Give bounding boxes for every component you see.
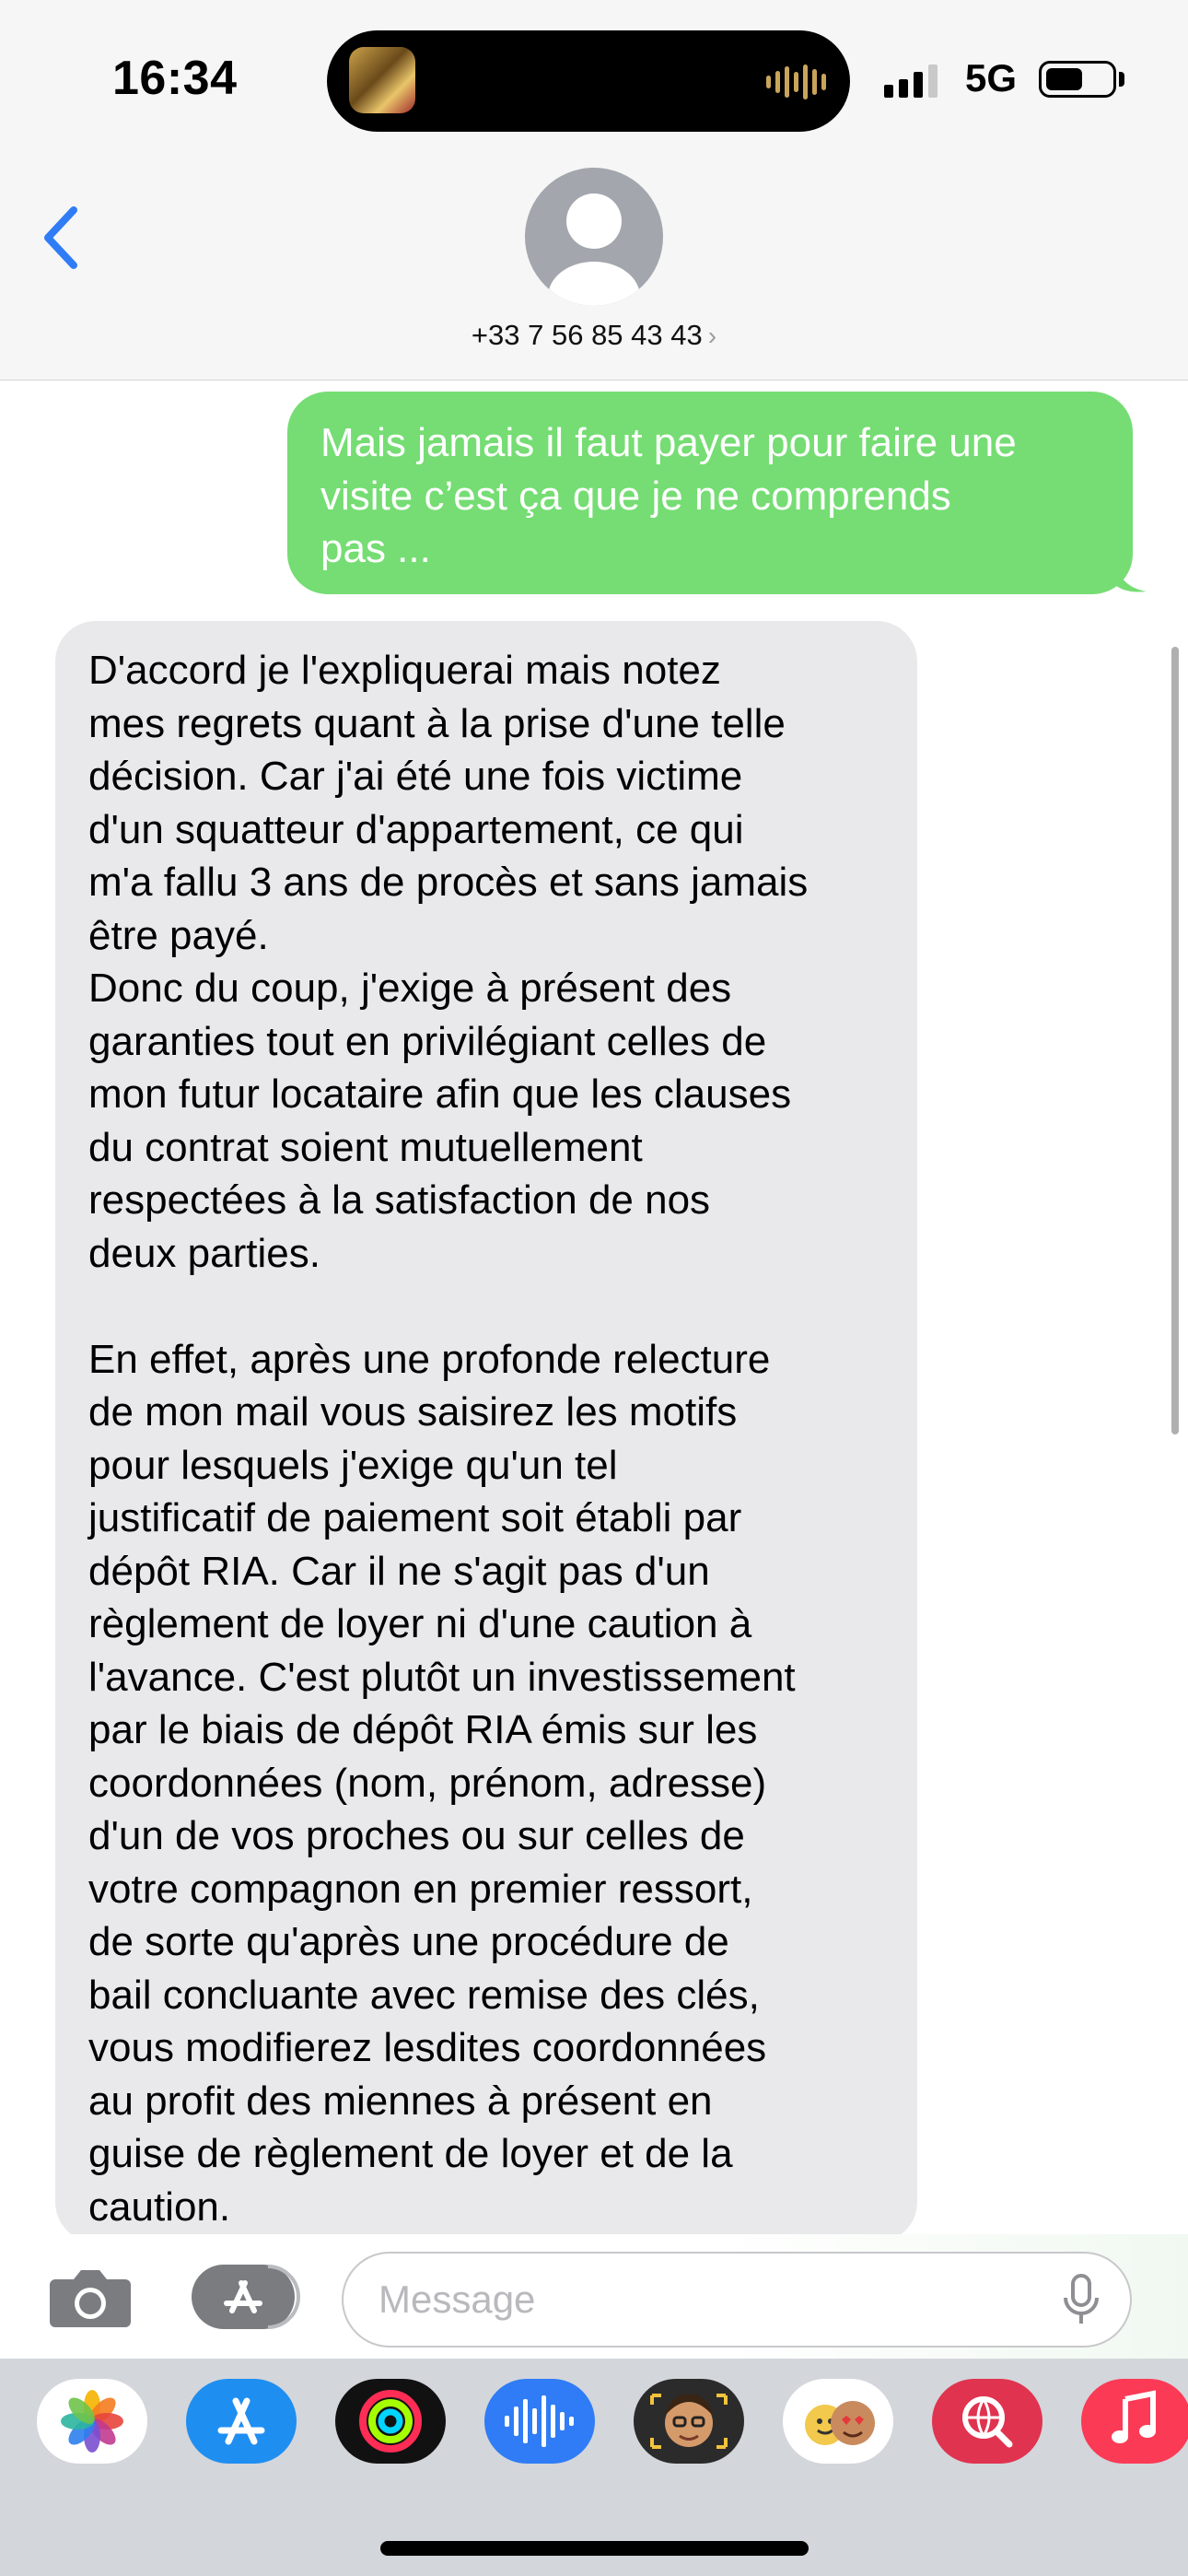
memoji-stickers-icon[interactable]: [783, 2379, 893, 2464]
music-icon[interactable]: [1081, 2379, 1188, 2464]
message-placeholder: Message: [379, 2277, 536, 2321]
battery-icon: [1039, 61, 1116, 98]
chevron-right-icon: ›: [707, 322, 717, 350]
dynamic-island[interactable]: [327, 30, 850, 132]
contact-name[interactable]: [0, 319, 1188, 352]
battery-cap: [1119, 72, 1124, 87]
network-type: 5G: [965, 56, 1018, 100]
photos-icon[interactable]: [37, 2379, 147, 2464]
microphone-icon[interactable]: [1061, 2274, 1101, 2327]
memoji-icon[interactable]: [634, 2379, 744, 2464]
app-store-icon[interactable]: [186, 2379, 297, 2464]
home-indicator[interactable]: [380, 2541, 809, 2556]
scrollbar[interactable]: [1171, 647, 1179, 1434]
sent-message-bubble[interactable]: Mais jamais il faut payer pour faire une visite c’est ça que je ne comprends pas ...: [287, 392, 1133, 594]
cellular-signal-icon: [884, 64, 938, 98]
now-playing-artwork: [349, 47, 415, 113]
status-time: 16:34: [112, 52, 238, 105]
voice-memo-icon[interactable]: [484, 2379, 595, 2464]
bubble-tail: [1114, 555, 1147, 593]
apps-button[interactable]: [192, 2265, 295, 2329]
contact-number: +33 7 56 85 43 43: [471, 319, 703, 351]
audio-wave-icon: [766, 64, 826, 100]
received-message-bubble[interactable]: D'accord je l'expliquerai mais notez mes regrets quant à la prise d'une telle décision. Car j'ai été une fois victime d'un squatteur d'appartement, ce qui m'a fallu 3 ans de procès et sans jamais être payé. Donc du coup, j'exige à présent des garanties tout en privilégiant celles de mon futur locataire afin que les clauses du contrat soient mutuellement respectées à la satisfaction de nos deux parties. En effet, après une profonde relecture de mon mail vous saisirez les motifs pour lesquels j'exige qu'un tel justificatif de paiement soit établi par dépôt RIA. Car il ne s'agit pas d'un règlement de loyer ni d'une caution à l'avance. C'est plutôt un investissement par le biais de dépôt RIA émis sur les coordonnées (nom, prénom, adresse) d'un de vos proches ou sur celles de votre compagnon en premier ressort, de sorte qu'après une procédure de bail concluante avec remise des clés, vous modifierez lesdites coordonnées au profit des miennes à présent en guise de règlement de loyer et de la caution.: [55, 621, 917, 2242]
message-input[interactable]: [342, 2252, 1132, 2348]
activity-icon[interactable]: [335, 2379, 446, 2464]
chevron-left-icon[interactable]: [37, 201, 92, 275]
web-search-icon[interactable]: [932, 2379, 1042, 2464]
person-icon: [525, 168, 663, 306]
contact-avatar[interactable]: [525, 168, 663, 306]
camera-icon[interactable]: [48, 2265, 133, 2331]
